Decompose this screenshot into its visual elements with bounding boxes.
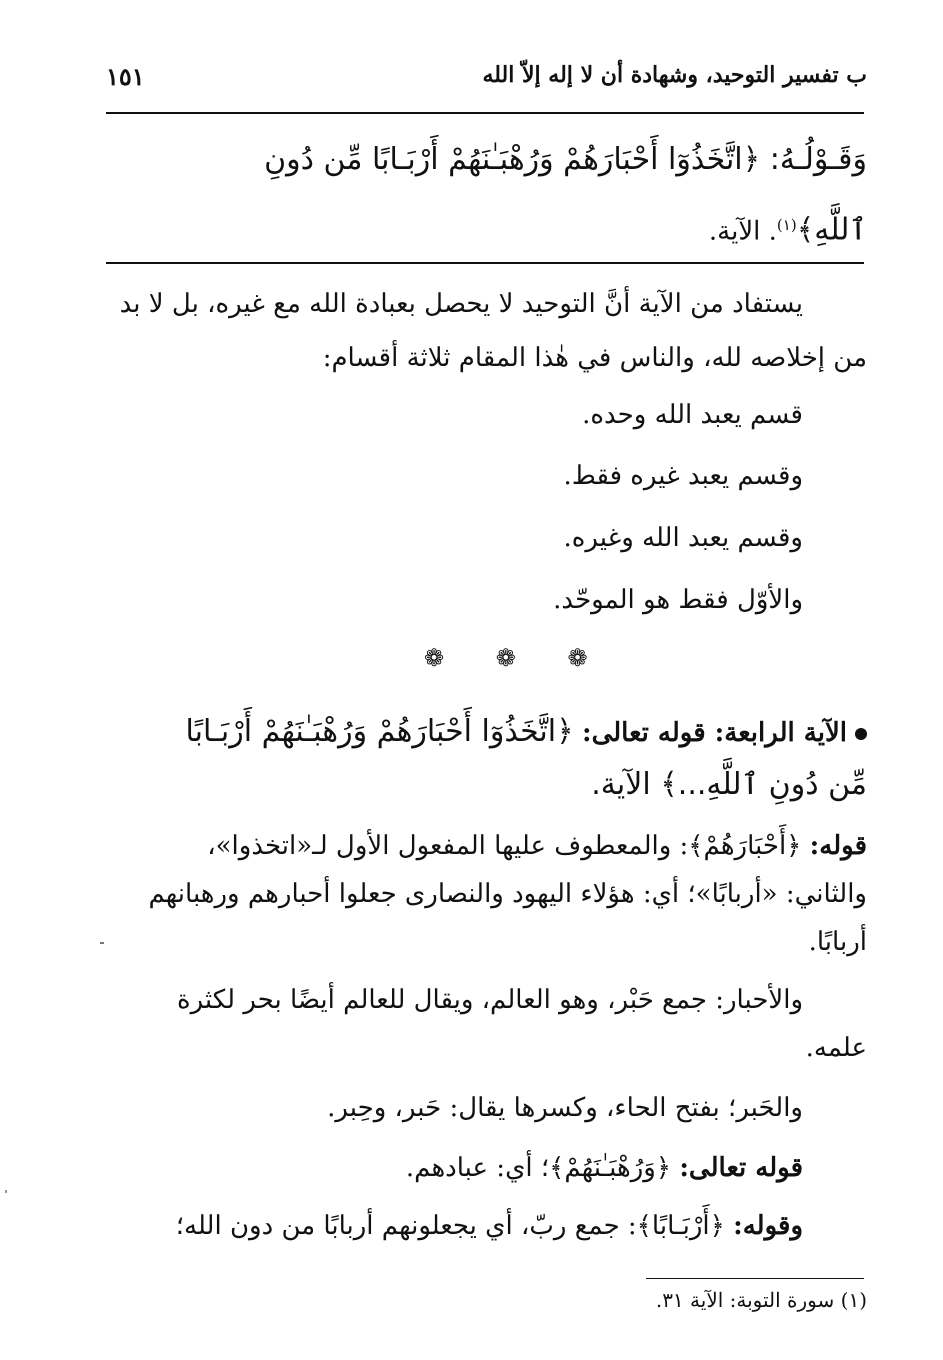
commentary-1-line-1 bbox=[77, 826, 867, 866]
quote-aya-label: . الآية. bbox=[708, 216, 777, 247]
fourth-verse-line-2 bbox=[77, 765, 867, 806]
commentary-3: والحَبر؛ بفتح الحاء، وكسرها يقال: حَبر، وحِبر. bbox=[327, 1093, 803, 1123]
list-item: وقسم يعبد الله وغيره. bbox=[563, 523, 803, 553]
quote-bottom-rule bbox=[106, 262, 864, 264]
page-number: ١٥١ bbox=[106, 62, 145, 91]
header-rule bbox=[106, 112, 864, 114]
quote-line-1: وَقَـوْلُـهُ: ﴿اتَّخَذُوٓا أَحْبَارَهُمْ وَرُهْبَـٰنَهُمْ أَرْبَـابًا مِّن دُونِ bbox=[264, 142, 867, 177]
commentary-5-label: وقوله: bbox=[733, 1211, 803, 1241]
footnote-reference: (١) bbox=[776, 216, 797, 234]
commentary-1-line-2: والثاني: «أربابًا»؛ أي: هؤلاء اليهود والنصارى جعلوا أحبارهم ورهبانهم bbox=[148, 879, 867, 909]
footnote-text: (١) سورة التوبة: الآية ٣١. bbox=[655, 1288, 867, 1312]
bullet-icon bbox=[855, 728, 867, 740]
commentary-1-text: ﴿أَحْبَارَهُمْ﴾: والمعطوف عليها المفعول الأول لـ«اتخذوا»، bbox=[207, 831, 802, 861]
list-item: وقسم يعبد غيره فقط. bbox=[563, 461, 803, 491]
commentary-4 bbox=[77, 1148, 803, 1188]
commentary-2-line-1: والأحبار: جمع حَبْر، وهو العالم، ويقال للعالم أيضًا بحر لكثرة bbox=[176, 985, 803, 1015]
commentary-1-label: قوله: bbox=[809, 831, 867, 861]
margin-mark bbox=[100, 942, 104, 944]
paragraph-1-line-2: من إخلاصه لله، والناس في هٰذا المقام ثلاثة أقسام: bbox=[322, 343, 867, 373]
commentary-4-text: ﴿وَرُهْبَـٰنَهُمْ﴾؛ أي: عبادهم. bbox=[405, 1153, 672, 1183]
quote-verse-end: ٱللَّهِ﴾ bbox=[796, 212, 867, 248]
paragraph-1-line-1: يستفاد من الآية أنَّ التوحيد لا يحصل بعبادة الله مع غيره، بل لا بد bbox=[119, 289, 803, 319]
fourth-verse-quote: ﴿اتَّخَذُوٓا أَحْبَارَهُمْ وَرُهْبَـٰنَهُمْ أَرْبَـابًا bbox=[185, 714, 574, 749]
quote-line-2 bbox=[77, 205, 867, 252]
fourth-verse-label: الآية الرابعة: قوله تعالى: bbox=[581, 718, 847, 748]
running-header-title: ب تفسير التوحيد، وشهادة أن لا إله إلاّ الله bbox=[482, 62, 867, 88]
footnote-rule bbox=[646, 1278, 864, 1279]
fourth-verse-quote-end: مِّن دُونِ ٱللَّهِ...﴾ الآية. bbox=[591, 767, 867, 802]
fourth-verse-line-1 bbox=[77, 712, 867, 753]
list-item: قسم يعبد الله وحده. bbox=[582, 400, 803, 430]
commentary-5-text: ﴿أَرْبَـابًا﴾: جمع ربّ، أي يجعلونهم أربابًا من دون الله؛ bbox=[175, 1211, 725, 1241]
section-separator: ❁ ❁ ❁ bbox=[424, 644, 610, 672]
commentary-5 bbox=[77, 1206, 803, 1246]
list-item: والأوّل فقط هو الموحّد. bbox=[553, 585, 803, 615]
scan-edge-mark bbox=[5, 1190, 7, 1193]
commentary-4-label: قوله تعالى: bbox=[679, 1153, 803, 1183]
commentary-2-line-2: علمه. bbox=[805, 1033, 867, 1063]
commentary-1-line-3: أربابًا. bbox=[808, 927, 867, 957]
